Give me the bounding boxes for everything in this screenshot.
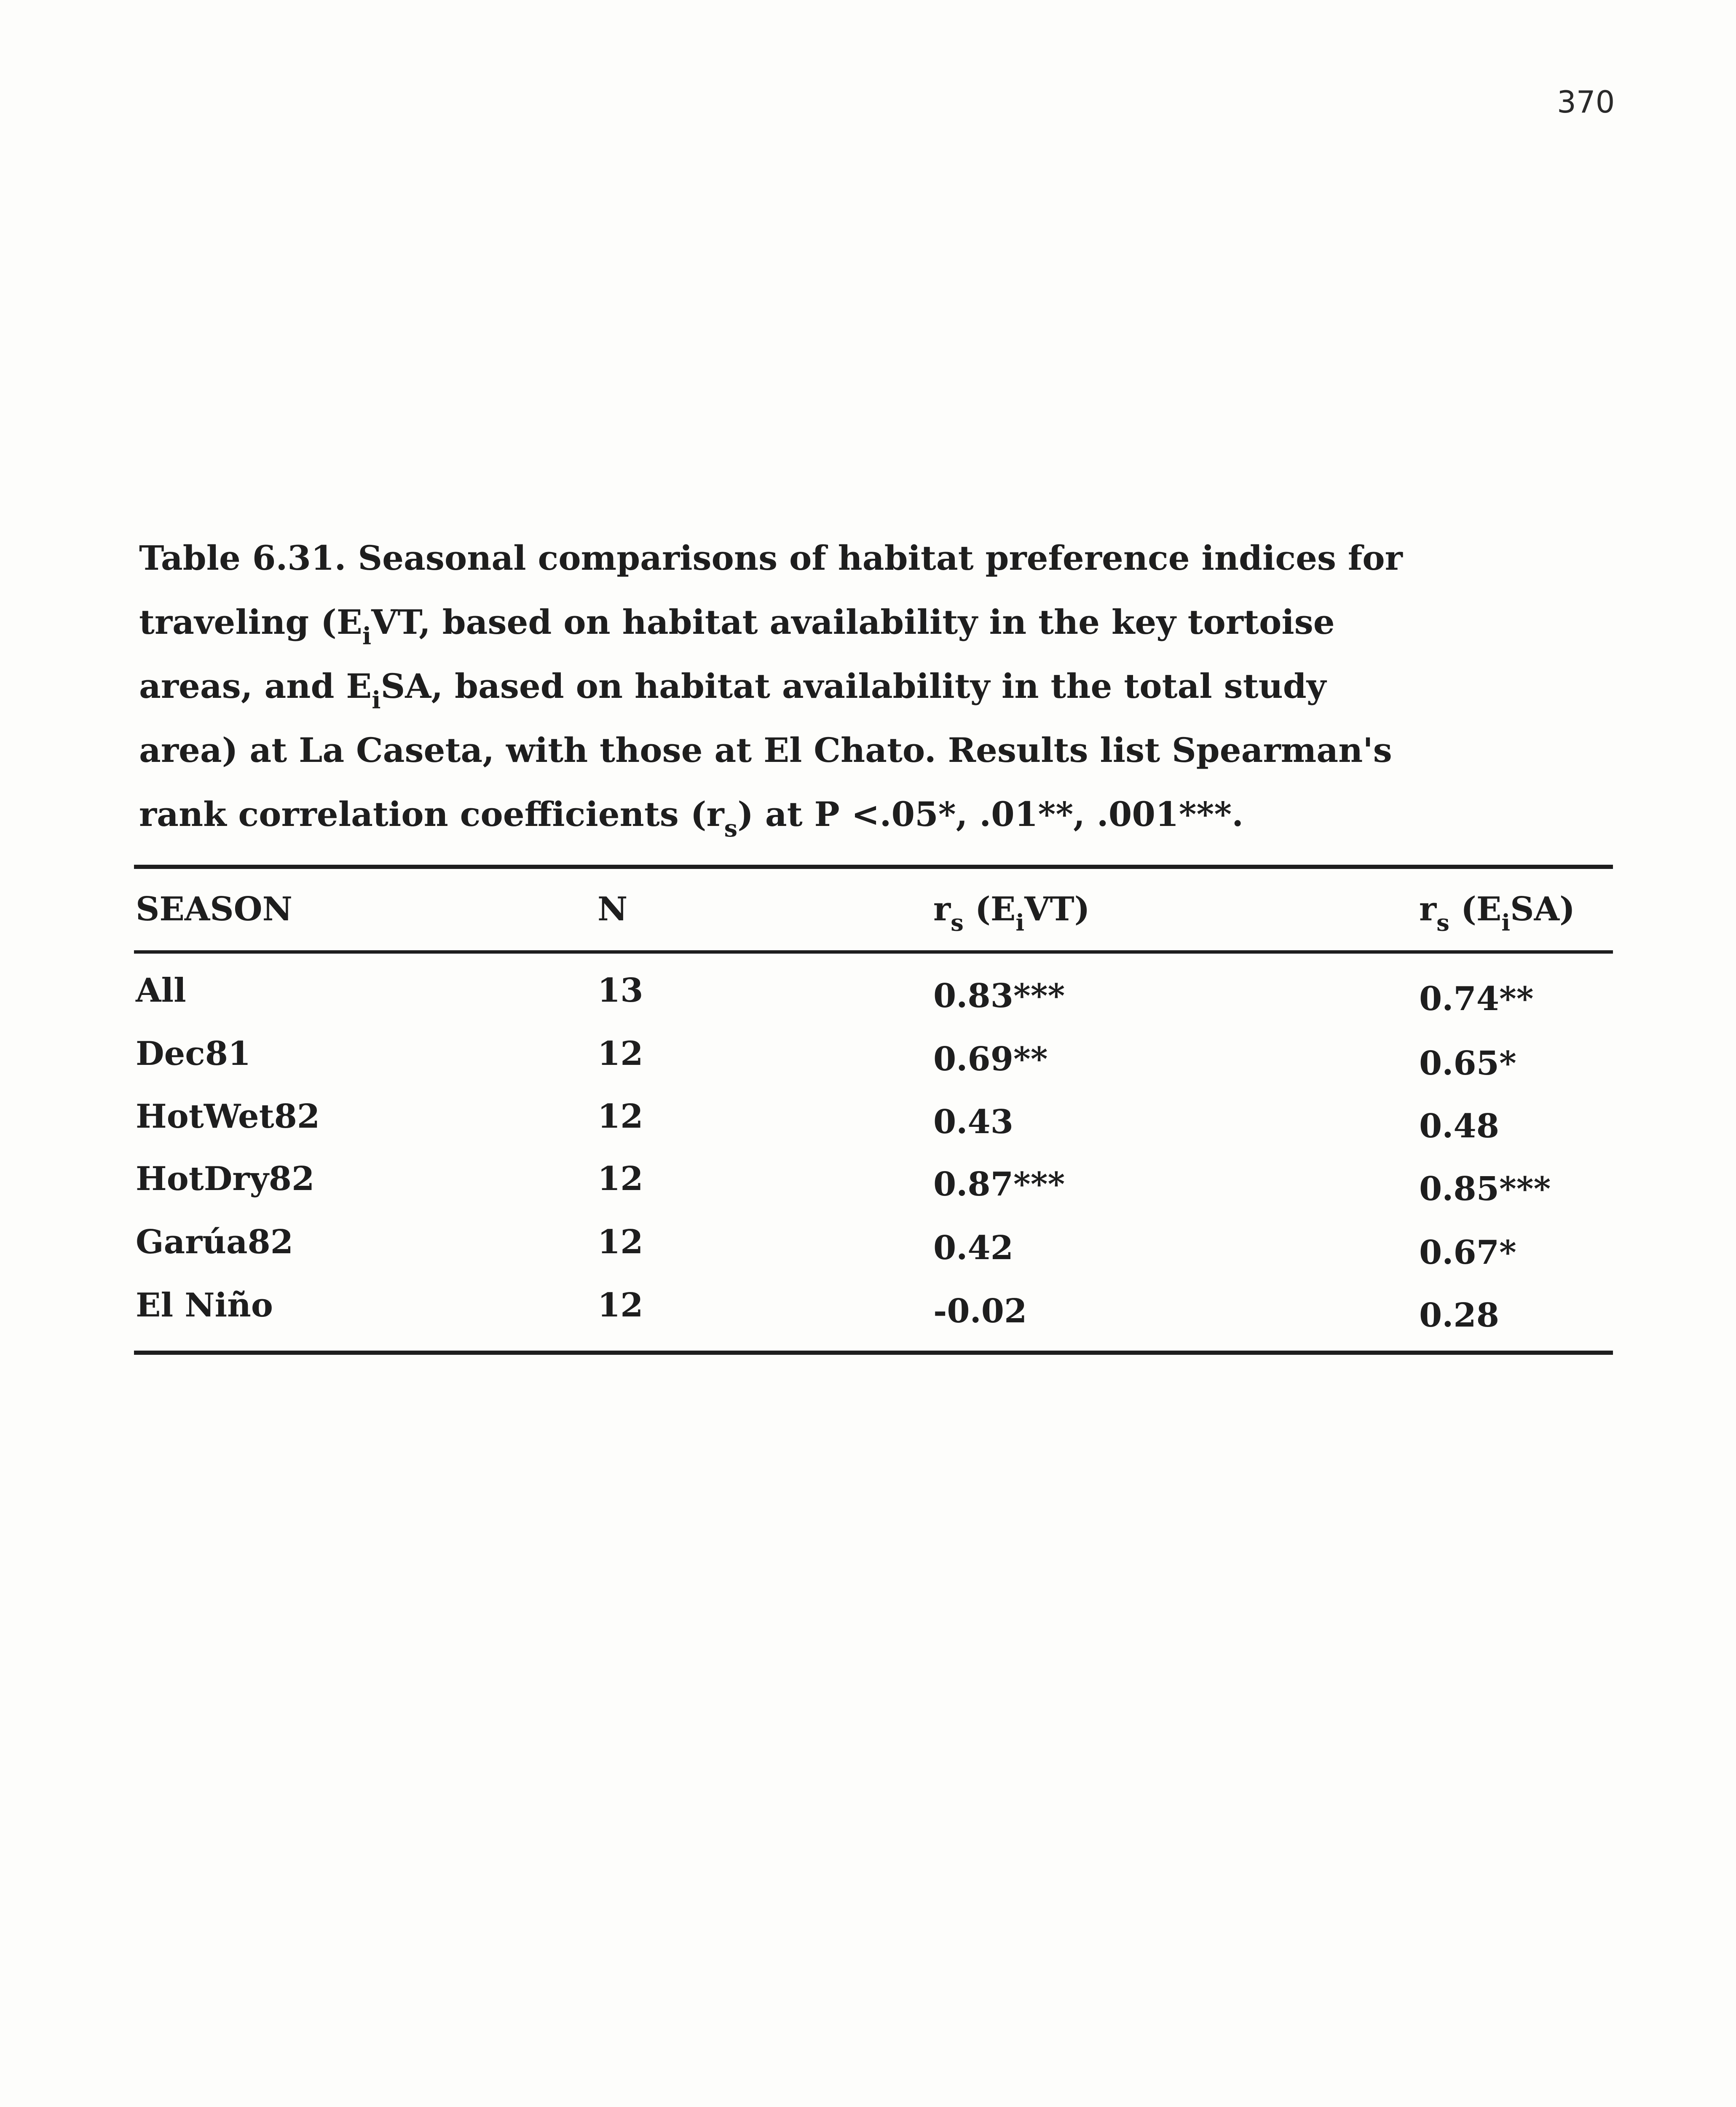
cell-season: Dec81 xyxy=(136,1035,251,1073)
caption-line xyxy=(139,782,1614,846)
cell-rs-eisa: 0.28 xyxy=(1419,1296,1499,1335)
caption-line xyxy=(139,718,1614,782)
caption-text: VT, based on habitat availability in the key tortoise xyxy=(371,602,1335,642)
caption-text: area) at La Caseta, with those at El Chato. Results list Spearman's xyxy=(139,730,1392,770)
header-rs-eisa xyxy=(1419,890,1575,936)
caption-text: areas, and E xyxy=(139,666,372,706)
header-n: N xyxy=(597,890,628,928)
cell-rs-eivt: 0.83*** xyxy=(933,977,1065,1015)
caption-text: rank correlation coefficients (r xyxy=(139,794,724,834)
cell-rs-eivt: 0.43 xyxy=(933,1103,1013,1141)
header-rs-eivt xyxy=(933,890,1090,936)
table-caption xyxy=(139,526,1614,846)
cell-season: Garúa82 xyxy=(136,1223,294,1261)
cell-n: 12 xyxy=(597,1286,643,1324)
caption-text: Table 6.31. Seasonal comparisons of habitat preference indices for xyxy=(139,538,1403,578)
cell-season: El Niño xyxy=(136,1286,273,1324)
caption-subscript: i xyxy=(372,686,381,715)
header-subscript: s xyxy=(1436,909,1449,936)
cell-rs-eisa: 0.74** xyxy=(1419,980,1534,1018)
header-text: VT) xyxy=(1024,890,1090,928)
caption-line xyxy=(139,526,1614,590)
header-text: r xyxy=(1419,890,1437,928)
header-text: (E xyxy=(1449,890,1502,928)
header-text: SA) xyxy=(1510,890,1575,928)
table-bottom-rule xyxy=(134,1351,1613,1355)
header-subscript: s xyxy=(951,909,964,936)
cell-rs-eisa: 0.65* xyxy=(1419,1044,1516,1083)
caption-text: traveling (E xyxy=(139,602,362,642)
table-header-rule xyxy=(134,950,1613,954)
cell-rs-eisa: 0.85*** xyxy=(1419,1170,1551,1208)
header-subscript: i xyxy=(1015,909,1025,936)
table-top-rule xyxy=(134,865,1613,869)
header-text: r xyxy=(933,890,951,928)
caption-text: SA, based on habitat availability in the total study xyxy=(380,666,1326,706)
cell-rs-eivt: 0.42 xyxy=(933,1229,1013,1267)
cell-season: HotDry82 xyxy=(136,1160,315,1198)
cell-rs-eivt: -0.02 xyxy=(933,1292,1027,1330)
cell-rs-eivt: 0.69** xyxy=(933,1040,1048,1078)
header-season: SEASON xyxy=(136,890,292,928)
cell-rs-eisa: 0.67* xyxy=(1419,1233,1516,1272)
cell-n: 13 xyxy=(597,971,643,1010)
caption-line xyxy=(139,590,1614,654)
cell-n: 12 xyxy=(597,1160,643,1198)
cell-rs-eisa: 0.48 xyxy=(1419,1107,1499,1145)
caption-text: ) at P <.05*, .01**, .001***. xyxy=(737,794,1244,834)
cell-n: 12 xyxy=(597,1097,643,1136)
caption-line xyxy=(139,654,1614,718)
caption-subscript: s xyxy=(724,815,738,843)
header-text: (E xyxy=(963,890,1016,928)
cell-season: HotWet82 xyxy=(136,1097,320,1136)
caption-subscript: i xyxy=(362,622,372,651)
cell-n: 12 xyxy=(597,1223,643,1261)
page-number: 370 xyxy=(1557,84,1615,120)
header-subscript: i xyxy=(1501,909,1511,936)
cell-rs-eivt: 0.87*** xyxy=(933,1165,1065,1204)
cell-season: All xyxy=(136,971,186,1010)
cell-n: 12 xyxy=(597,1035,643,1073)
